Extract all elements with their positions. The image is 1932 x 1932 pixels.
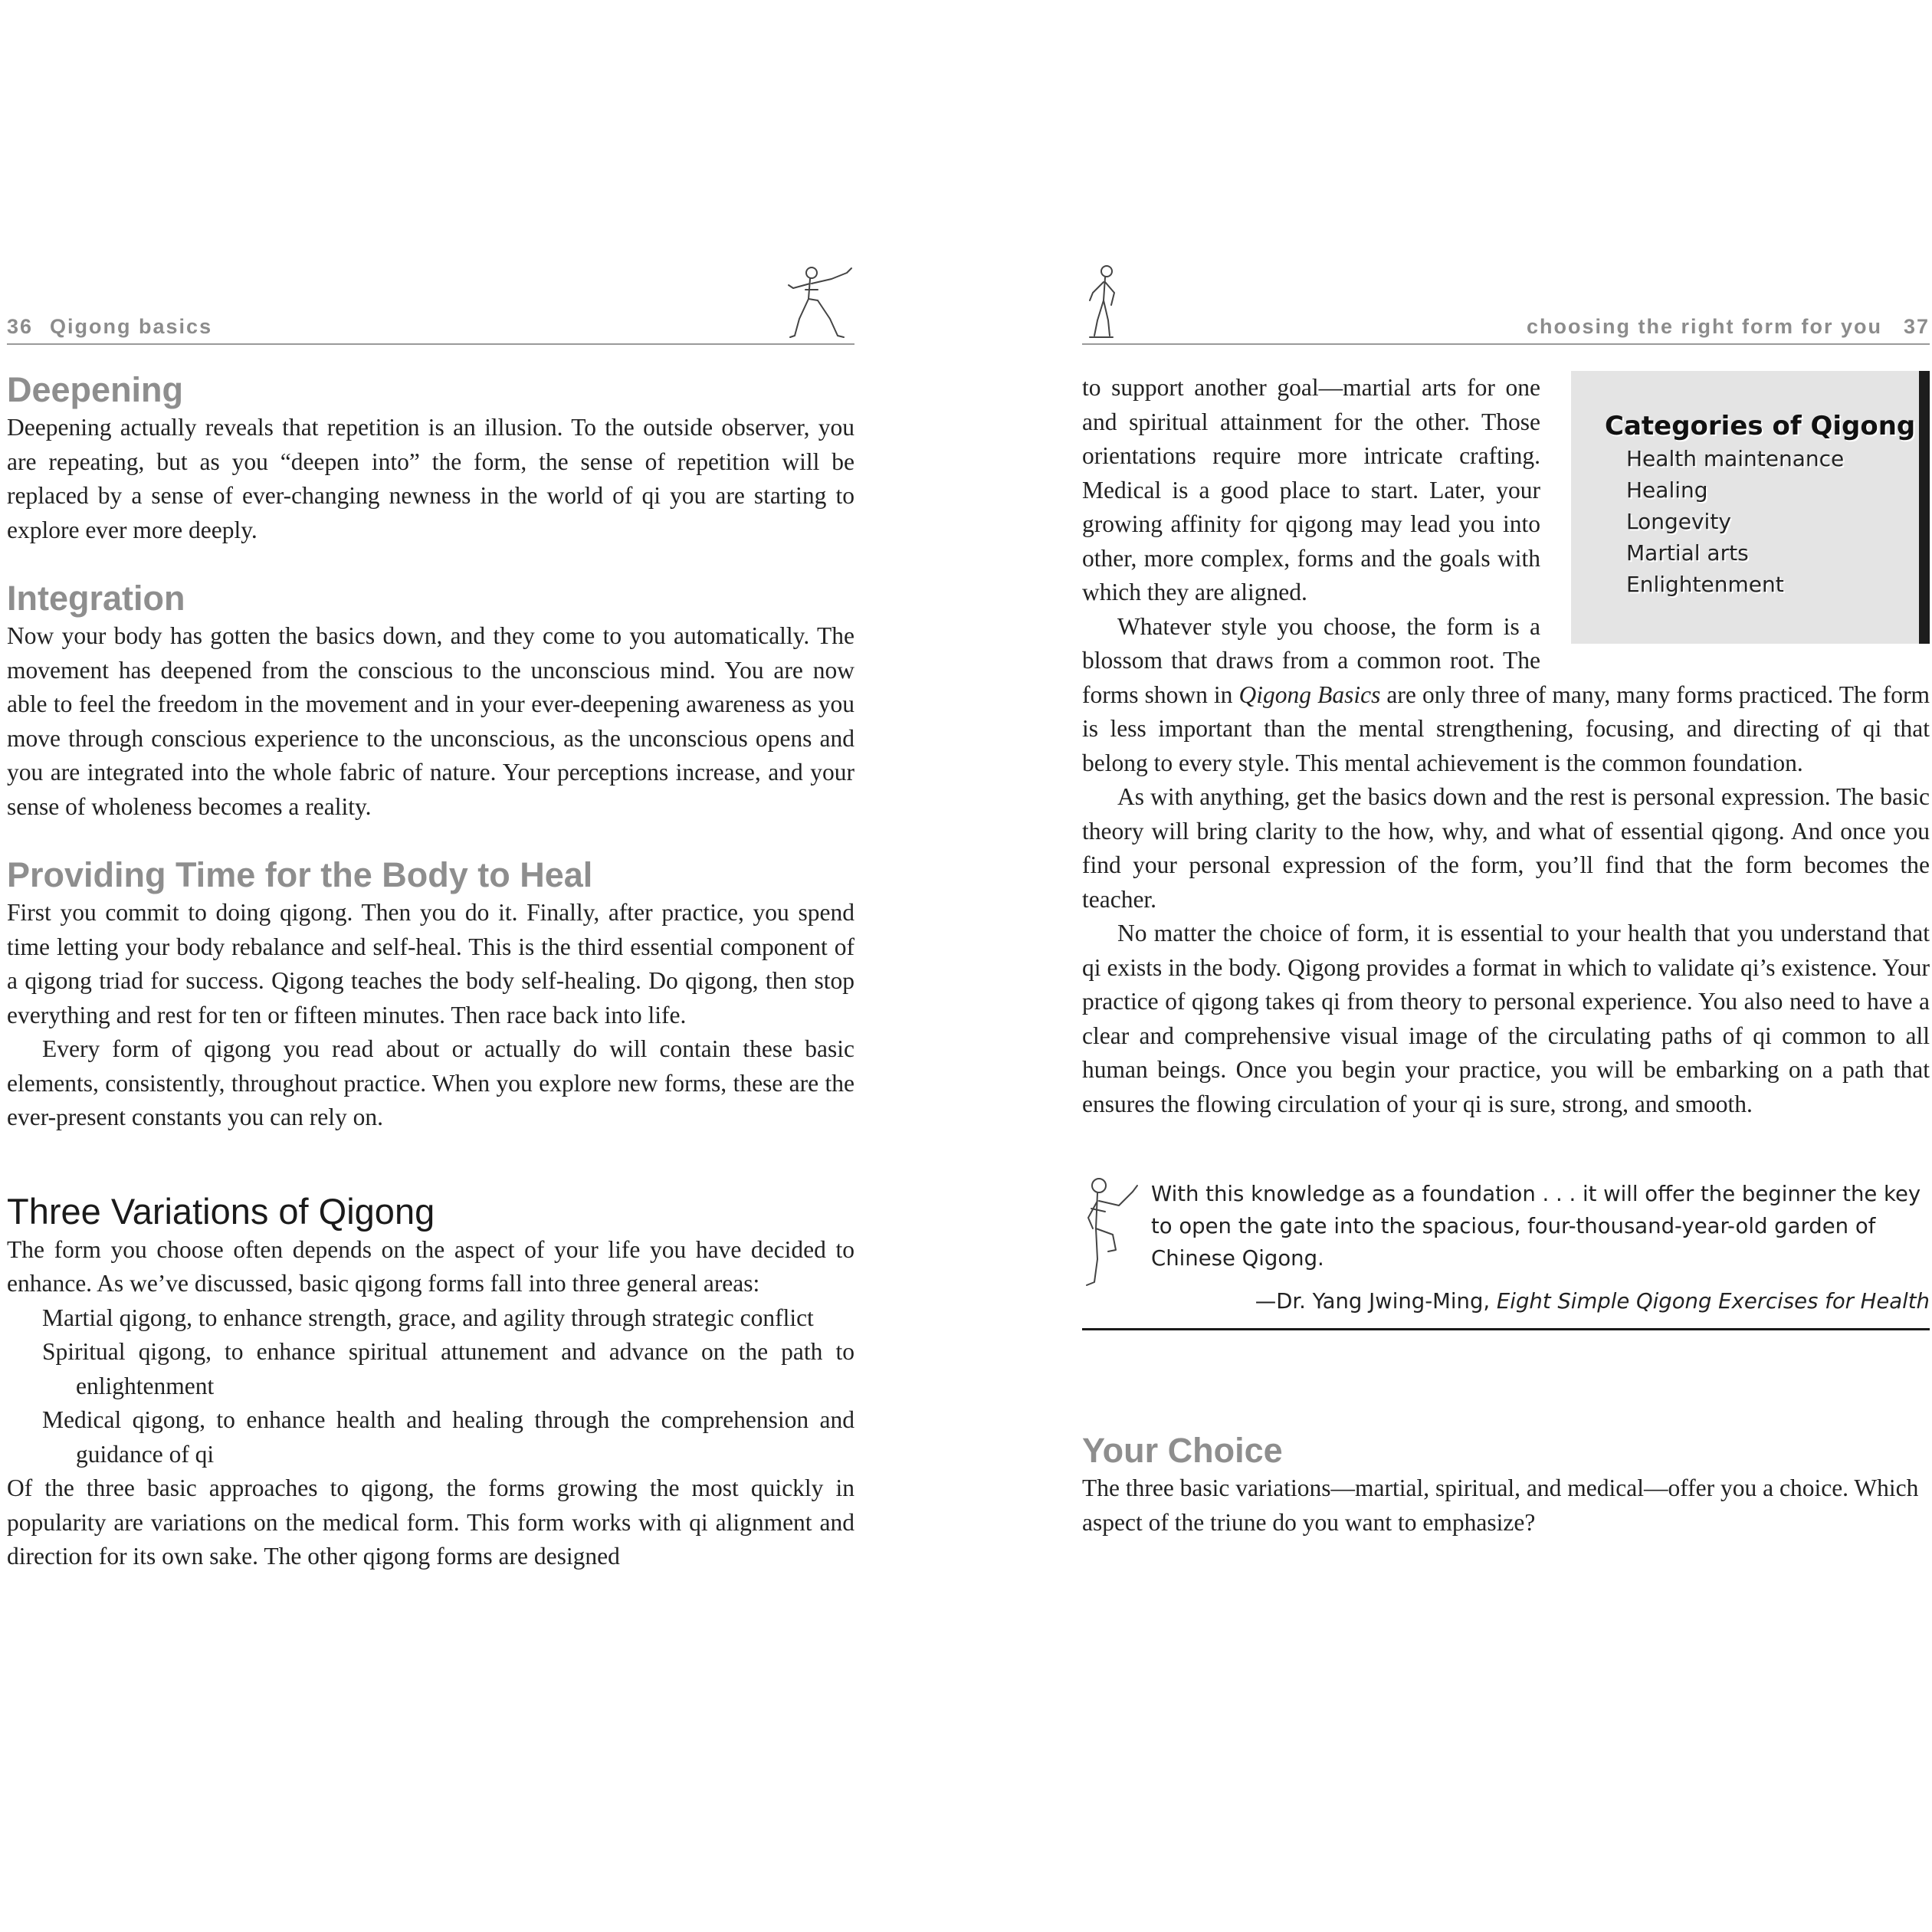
running-head-left xyxy=(7,261,854,345)
sidebar-item: Martial arts xyxy=(1626,540,1749,566)
section-heading-integration: Integration xyxy=(7,579,185,618)
paragraph: The three basic variations—martial, spiritual, and medical—offer you a choice. Which aspect of the triune do you want to emphasize? xyxy=(1082,1474,1919,1536)
sidebar-item: Enlightenment xyxy=(1626,572,1784,597)
qigong-figure-icon xyxy=(1082,1175,1140,1290)
paragraph: No matter the choice of form, it is essential to your health that you understand that qi exists in the body. Qigong provides a format in which to validate qi’s existence. Your practice of qigong takes qi from theory to personal experience. You also need to have a clear and comprehensive visual image of the circulating paths of qi common to all human beings. Once you begin your practice, you will be embarking on a path that ensures the flowing circulation of your qi is sure, strong, and smooth. xyxy=(1082,920,1930,1117)
section-heading-three-variations: Three Variations of Qigong xyxy=(7,1190,435,1232)
paragraph: First you commit to doing qigong. Then you do it. Finally, after practice, you spend time letting your body rebalance and self-heal. This is the third essential component of a qigong triad for success. Qigong teaches the body self-healing. Do qigong, then stop everything and rest for ten or fifteen minutes. Then race back into life. xyxy=(7,899,854,1028)
qigong-figure-icon xyxy=(1081,262,1127,339)
right-content xyxy=(1082,371,1930,1540)
sidebar-item: Healing xyxy=(1626,477,1708,503)
paragraph: Now your body has gotten the basics down, and they come to you automatically. The movement has deepened from the conscious to the unconscious mind. You are now able to feel the freedom in the movement and in your ever-deepening awareness as you move through conscious experience to the unconscious, as the unconscious opens and you are integrated into the whole fabric of nature. Your perceptions increase, and your sense of wholeness becomes a reality. xyxy=(7,622,854,820)
quote-attribution: —Dr. Yang Jwing-Ming, Eight Simple Qigong Exercises for Health xyxy=(1255,1289,1930,1314)
page-number: 36 xyxy=(7,315,34,338)
running-head-title: Qigong basics xyxy=(50,315,213,338)
list-item: Martial qigong, to enhance strength, grace, and agility through strategic conflict xyxy=(42,1304,814,1331)
section-heading-deepening: Deepening xyxy=(7,370,184,409)
epigraph-quote xyxy=(1082,1169,1930,1330)
sidebar-item: Longevity xyxy=(1626,509,1731,534)
right-page xyxy=(1082,261,1930,1540)
paragraph: Of the three basic approaches to qigong, the forms growing the most quickly in popularity are variations on the medical form. This form works with qi alignment and direction for its own sake. The other qigong forms are designed xyxy=(7,1474,854,1570)
section-heading-your-choice: Your Choice xyxy=(1082,1431,1283,1470)
sidebar-title: Categories of Qigong xyxy=(1605,411,1916,441)
page-number: 37 xyxy=(1903,315,1930,338)
left-content xyxy=(7,369,854,1574)
sidebar-item: Health maintenance xyxy=(1626,446,1845,471)
quote-text: With this knowledge as a foundation . . . it will offer the beginner the key to open the gate into the spacious, four-thousand-year-old garden of Chinese Qigong. xyxy=(1151,1182,1921,1271)
categories-sidebar xyxy=(1571,371,1930,644)
list-item: Medical qigong, to enhance health and healing through the comprehension and guidance of qi xyxy=(42,1406,854,1468)
running-head-right xyxy=(1082,261,1930,345)
paragraph: to support another goal—martial arts for one and spiritual attainment for the other. Those orientations require more intricate crafting. Medical is a good place to start. Later, your growing affinity for qigong may lead you into other, more complex, forms and the goals with which they are aligned. xyxy=(1082,374,1540,605)
paragraph: The form you choose often depends on the aspect of your life you have decided to enhance. As we’ve discussed, basic qigong forms fall into three general areas: xyxy=(7,1235,854,1297)
paragraph: Deepening actually reveals that repetition is an illusion. To the outside observer, you are repeating, but as you “deepen into” the form, the sense of repetition will be replaced by a sense of ever-changing newness in the world of qi you are starting to explore ever more deeply. xyxy=(7,414,854,543)
paragraph: Every form of qigong you read about or actually do will contain these basic elements, consistently, throughout practice. When you explore new forms, these are the ever-present constants you can rely on. xyxy=(7,1035,854,1130)
left-page xyxy=(7,261,854,1574)
paragraph: Whatever style you choose, the form is a blossom that draws from a common root. The forms shown in Qigong Basics are only three of many, many forms practiced. The form is less important than the mental strengthening, focusing, and directing of qi that belong to every style. This mental achievement is the common foundation. xyxy=(1082,612,1930,776)
qigong-figure-icon xyxy=(787,262,856,339)
paragraph: As with anything, get the basics down and the rest is personal expression. The basic theory will bring clarity to the how, why, and what of essential qigong. And once you find your personal expression of the form, you’ll find that the form becomes the teacher. xyxy=(1082,783,1930,913)
running-head-title: choosing the right form for you xyxy=(1526,315,1882,338)
list-item: Spiritual qigong, to enhance spiritual attunement and advance on the path to enlightenment xyxy=(42,1338,854,1399)
section-heading-providing-time: Providing Time for the Body to Heal xyxy=(7,855,593,894)
